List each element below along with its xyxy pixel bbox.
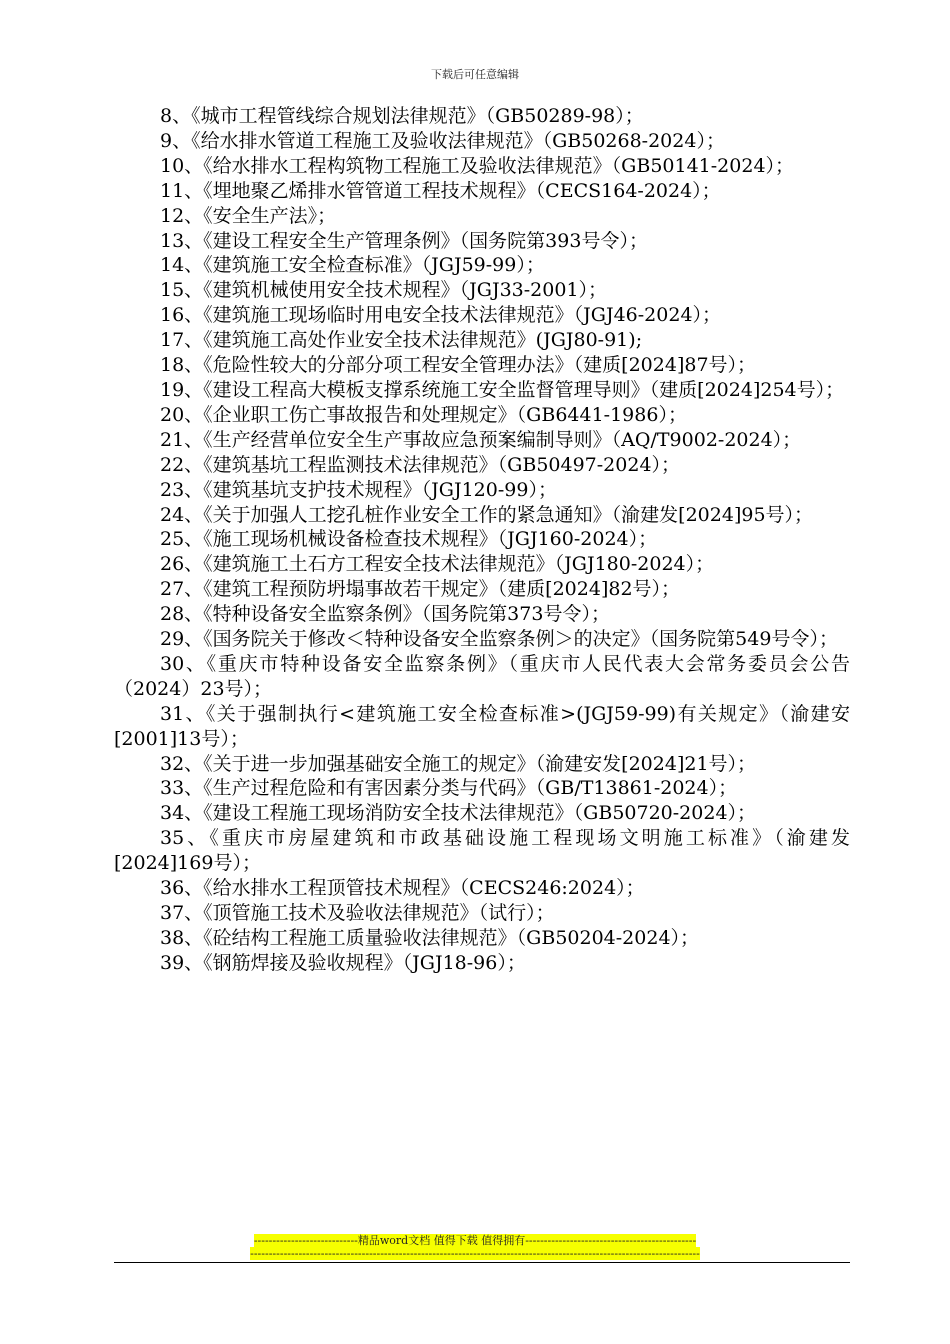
- regulation-item: 8、《城市工程管线综合规划法律规范》（GB50289-98）；: [160, 105, 644, 127]
- footer-rule: [114, 1262, 850, 1263]
- regulation-item: 32、《关于进一步加强基础安全施工的规定》（渝建安发[2024]21号）；: [160, 752, 757, 775]
- regulation-item: 12、《安全生产法》；: [160, 204, 337, 227]
- regulation-item: 13、《建设工程安全生产管理条例》（国务院第393号令）；: [160, 229, 648, 252]
- regulation-item: 38、《砼结构工程施工质量验收法律规范》（GB50204-2024）；: [160, 926, 700, 949]
- regulation-item: 34、《建设工程施工现场消防安全技术法律规范》（GB50720-2024）；: [160, 802, 757, 825]
- regulation-list: [114, 104, 850, 976]
- regulation-item: 14、《建筑施工安全检查标准》（JGJ59-99）；: [160, 254, 545, 277]
- regulation-item: 15、《建筑机械使用安全技术规程》（JGJ33-2001）；: [160, 279, 608, 302]
- regulation-item: 20、《企业职工伤亡事故报告和处理规定》（GB6441-1986）；: [160, 403, 687, 426]
- regulation-item: 37、《顶管施工技术及验收法律规范》（试行）；: [160, 902, 555, 924]
- footer-dash-line: -------------------------------------------------------------------------------------------------------------------------: [250, 1247, 700, 1260]
- regulation-item: 28、《特种设备安全监察条例》（国务院第373号令）；: [160, 603, 610, 626]
- regulation-item: 30、《重庆市特种设备安全监察条例》（重庆市人民代表大会常务委员会公告（2024）23号）；: [114, 652, 850, 700]
- regulation-item: 23、《建筑基坑支护技术规程》（JGJ120-99）；: [160, 478, 557, 501]
- regulation-item: 31、《关于强制执行<建筑施工安全检查标准>(JGJ59-99)有关规定》（渝建安[2001]13号）；: [114, 702, 850, 750]
- footer-banner-text: ----------------------------精品word文档 值得下载 值得拥有----------------------------------------------: [253, 1234, 697, 1247]
- regulation-item: 29、《国务院关于修改＜特种设备安全监察条例＞的决定》（国务院第549号令）；: [160, 628, 838, 651]
- regulation-item: 18、《危险性较大的分部分项工程安全管理办法》（建质[2024]87号）；: [160, 354, 757, 377]
- regulation-item: 19、《建设工程高大模板支撑系统施工安全监督管理导则》（建质[2024]254号）；: [160, 378, 845, 401]
- footer-banner: [0, 1234, 950, 1248]
- regulation-item: 22、《建筑基坑工程监测技术法律规范》（GB50497-2024）；: [160, 453, 681, 476]
- regulation-item: 25、《施工现场机械设备检查技术规程》（JGJ160-2024）；: [160, 528, 658, 551]
- regulation-item: 39、《钢筋焊接及验收规程》（JGJ18-96）；: [160, 951, 526, 974]
- regulation-item: 24、《关于加强人工挖孔桩作业安全工作的紧急通知》（渝建发[2024]95号）；: [160, 503, 814, 526]
- regulation-item: 9、《给水排水管道工程施工及验收法律规范》（GB50268-2024）；: [160, 129, 725, 152]
- regulation-item: 10、《给水排水工程构筑物工程施工及验收法律规范》（GB50141-2024）；: [160, 154, 795, 177]
- regulation-item: 36、《给水排水工程顶管技术规程》（CECS246:2024）；: [160, 877, 645, 900]
- regulation-item: 11、《埋地聚乙烯排水管管道工程技术规程》（CECS164-2024）；: [160, 179, 721, 202]
- page-header: 下载后可任意编辑: [431, 68, 519, 81]
- regulation-item: 17、《建筑施工高处作业安全技术法律规范》(JGJ80-91);: [160, 329, 643, 352]
- regulation-item: 33、《生产过程危险和有害因素分类与代码》（GB/T13861-2024）；: [160, 777, 738, 800]
- footer-dashes: [0, 1247, 950, 1261]
- regulation-item: 27、《建筑工程预防坍塌事故若干规定》（建质[2024]82号）；: [160, 578, 681, 601]
- regulation-item: 16、《建筑施工现场临时用电安全技术法律规范》（JGJ46-2024）；: [160, 304, 722, 327]
- regulation-item: 26、《建筑施工土石方工程安全技术法律规范》（JGJ180-2024）；: [160, 553, 715, 576]
- regulation-item: 21、《生产经营单位安全生产事故应急预案编制导则》（AQ/T9002-2024）；: [160, 428, 802, 451]
- regulation-item: 35、《重庆市房屋建筑和市政基础设施工程现场文明施工标准》（渝建发[2024]169号）；: [114, 827, 850, 875]
